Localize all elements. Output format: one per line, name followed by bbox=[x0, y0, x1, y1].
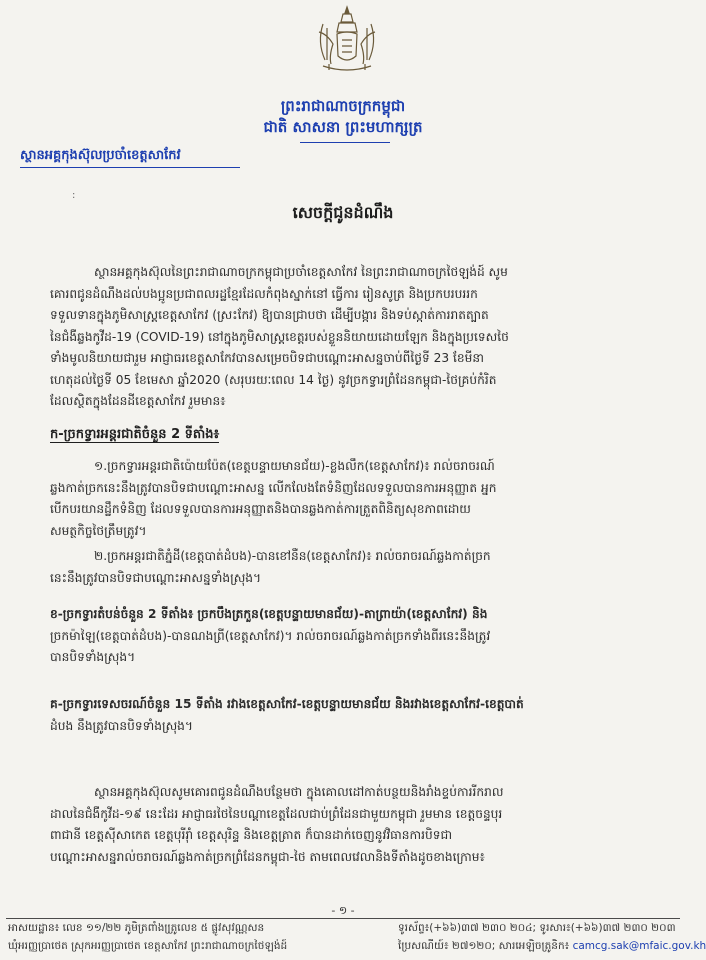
item-line: ២.ច្រកអន្តរជាតិភ្នំដី(ខេត្តបាត់ដំបង)-បានខៅនឺន(ខេត្តសាកែវ)៖ រាល់ចរាចរណ៍ឆ្លងកាត់ច្រក bbox=[94, 549, 491, 563]
footer-address-line-1: អាសយដ្ឋាន៖ លេខ ១១/២២ ភូមិត្រពាំងត្រ្រូលេខ ៥ ផ្លូវសុវណ្ណសន bbox=[8, 922, 265, 934]
item-line: បើកបរយានដ្ឋឹកទំនិញ ដែលទទួលបានការអនុញ្ញាតនិងបានឆ្លងកាត់ការត្រួតពិនិត្យសុខភាពដោយ bbox=[50, 502, 471, 516]
document-title: សេចក្តីជូនដំណឹង bbox=[292, 203, 394, 222]
closing-line: ពាជានី ខេត្តស៊ីសាកេត ខេត្តបុរីរ៉ាំ ខេត្តសុរិន្ទ និងខេត្តត្រាត ក៏បានដាក់ចេញនូវវិធានការបិទជា bbox=[50, 828, 453, 842]
section-c-line: ដំបង នឹងត្រូវបានបិទទាំងស្រុង។ bbox=[50, 718, 193, 733]
section-b-line: ច្រកម៉ាឡៃ(ខេត្តបាត់ដំបង)-បានណងព្រី(ខេត្តសាកែវ)។ រាល់ចរាចរណ៍ឆ្លងកាត់ច្រកទាំងពីរនេះនឹងត្រូវ bbox=[50, 628, 491, 643]
intro-paragraph bbox=[50, 262, 650, 413]
intro-line: ទាំងមូលនិយាយជារួម អាជ្ញាធរខេត្តសាកែវបានសម្រេចបិទជាបណ្តោះអាសន្នចាប់ពីថ្ងៃទី 23 ខែមីនា bbox=[50, 351, 484, 365]
item-line: ១.ច្រកទ្វារអន្តរជាតិប៉ោយប៉ែត(ខេត្តបន្ទាយមានជ័យ)-ខ្លងលឹក(ខេត្តសាកែវ)៖ រាល់ចរាចរណ៍ bbox=[94, 459, 495, 473]
item-line: នេះនឹងត្រូវបានបិទជាបណ្តោះអាសន្នទាំងស្រុង។ bbox=[50, 570, 262, 585]
section-b-heading-line: ខ-ច្រកទ្វារតំបន់ចំនួន 2 ទីតាំង៖ ច្រកបឹងត្រកួន(ខេត្តបន្ទាយមានជ័យ)-តាព្រាយ៉ា(ខេត្តសាកែវ) និង bbox=[50, 607, 488, 621]
footer-postal: ប្រៃសណីយ៍៖ ២៧១២០; bbox=[398, 940, 496, 952]
section-a-item-1 bbox=[50, 456, 650, 542]
intro-line: ស្ថានអគ្គកុងស៊ុលនៃព្រះរាជាណាចក្រកម្ពុជាប្រចាំខេត្តសាកែវ នៃព្រះរាជាណាចក្រថៃឡង់ដ៍ សូម bbox=[94, 265, 508, 279]
motto-divider bbox=[300, 142, 390, 143]
section-a-heading: ក-ច្រកទ្វារអន្តរជាតិចំនួន 2 ទីតាំង៖ bbox=[50, 427, 220, 442]
item-line: សមត្ថកិច្ចថៃត្រឹមត្រូវ។ bbox=[50, 523, 147, 538]
closing-line: បណ្តោះអាសន្នរាល់ចរាចរណ៍ឆ្លងកាត់ច្រកព្រំដែនកម្ពុជា-ថៃ តាមពេលវេលានិងទីតាំងដូចខាងក្រោម៖ bbox=[50, 849, 485, 864]
footer-address-line-2: ឃុំអរញ្ញប្រាថេត ស្រុកអរញ្ញប្រាថេត ខេត្តសាកែវ ព្រះរាជាណាចក្រថៃឡង់ដ៍ bbox=[8, 940, 288, 952]
intro-line: នៃជំងឺឆ្លងកូវីដ-19 (COVID-19) នៅក្នុងភូមិសាស្ត្រខេត្តរបស់ខ្លួននិយាយដោយឡែក និងក្នុងប្រទេសថៃ bbox=[50, 329, 509, 344]
section-c-paragraph bbox=[50, 694, 650, 737]
office-divider bbox=[20, 167, 240, 168]
section-b-line: បានបិទទាំងស្រុង។ bbox=[50, 650, 136, 664]
intro-line: គោរពជូនដំណឹងដល់បងប្អូនប្រជាពលរដ្ឋខ្មែរដែលកំពុងស្នាក់នៅ ធ្វើការ រៀនសូត្រ និងប្រកបរបររក bbox=[50, 286, 478, 301]
issuing-office: ស្ថានអគ្គកុងស៊ុលប្រចាំខេត្តសាកែវ bbox=[20, 148, 181, 163]
closing-paragraph bbox=[50, 782, 650, 868]
item-line: ឆ្លងកាត់ច្រកនេះនឹងត្រូវបានបិទជាបណ្តោះអាសន្ន លើកលែងតែទំនិញដែលទទួលបានការអនុញ្ញាត អ្នក bbox=[50, 480, 497, 495]
footer-contact bbox=[398, 940, 706, 955]
footer-email-link[interactable]: camcg.sak@mfaic.gov.kh bbox=[572, 940, 706, 952]
closing-line: ដាលនៃជំងឺកូវីដ-១៩ នេះដែរ អាជ្ញាធរថៃនៃបណ្តាខេត្តដែលជាប់ព្រំដែនជាមួយកម្ពុជា រួមមាន ខេត្តចន្ទបុរ bbox=[50, 806, 503, 821]
section-c-heading-line: គ-ច្រកទ្វារទេសចរណ៍ចំនួន 15 ទីតាំង រវាងខេត្តសាកែវ-ខេត្តបន្ទាយមានជ័យ និងរវាងខេត្តសាកែវ-ខេត្តបាត់ bbox=[50, 697, 524, 711]
footer-email-label: សារអេឡិចត្រូនិក៖ bbox=[498, 940, 570, 952]
intro-line: ទទួលទានក្នុងភូមិសាស្ត្រខេត្តសាកែវ (ស្រះកែវ) ឱ្យបានជ្រាបថា ដើម្បីបង្ការ និងទប់ស្កាត់ការរាតត្បាត bbox=[50, 308, 489, 322]
reference-mark: : bbox=[72, 190, 76, 201]
royal-coat-of-arms-icon bbox=[309, 4, 385, 76]
closing-line: ស្ថានអគ្គកុងស៊ុលសូមគោរពជូនដំណឹងបន្ថែមថា ក្នុងគោលដៅកាត់បន្ថយនិងរាំងខ្ទប់ការរីករាល bbox=[94, 785, 504, 799]
page-number: - ១ - bbox=[331, 904, 355, 917]
intro-line: ហេតុដល់ថ្ងៃទី 05 ខែមេសា ឆ្នាំ2020 (សរុបរយៈពេល 14 ថ្ងៃ) នូវច្រកទ្វារព្រំដែនកម្ពុជា-ថៃគ្រប់កំរិត bbox=[50, 372, 497, 387]
kingdom-name: ព្រះរាជាណាចក្រកម្ពុជា bbox=[280, 97, 406, 115]
footer-phone: ទូរស័ព្ទ៖(+៦៦)៣៧ ២៣០ ២០៤; ទូរសារ៖(+៦៦)៣៧ ២៣០ ២០៣ bbox=[398, 922, 676, 934]
section-a-item-2 bbox=[50, 546, 650, 589]
national-motto: ជាតិ សាសនា ព្រះមហាក្សត្រ bbox=[263, 118, 423, 136]
footer-divider bbox=[6, 918, 680, 919]
intro-line: ដែលស្ថិតក្នុងដែនដីខេត្តសាកែវ រួមមាន៖ bbox=[50, 394, 226, 408]
section-b-paragraph bbox=[50, 604, 650, 669]
